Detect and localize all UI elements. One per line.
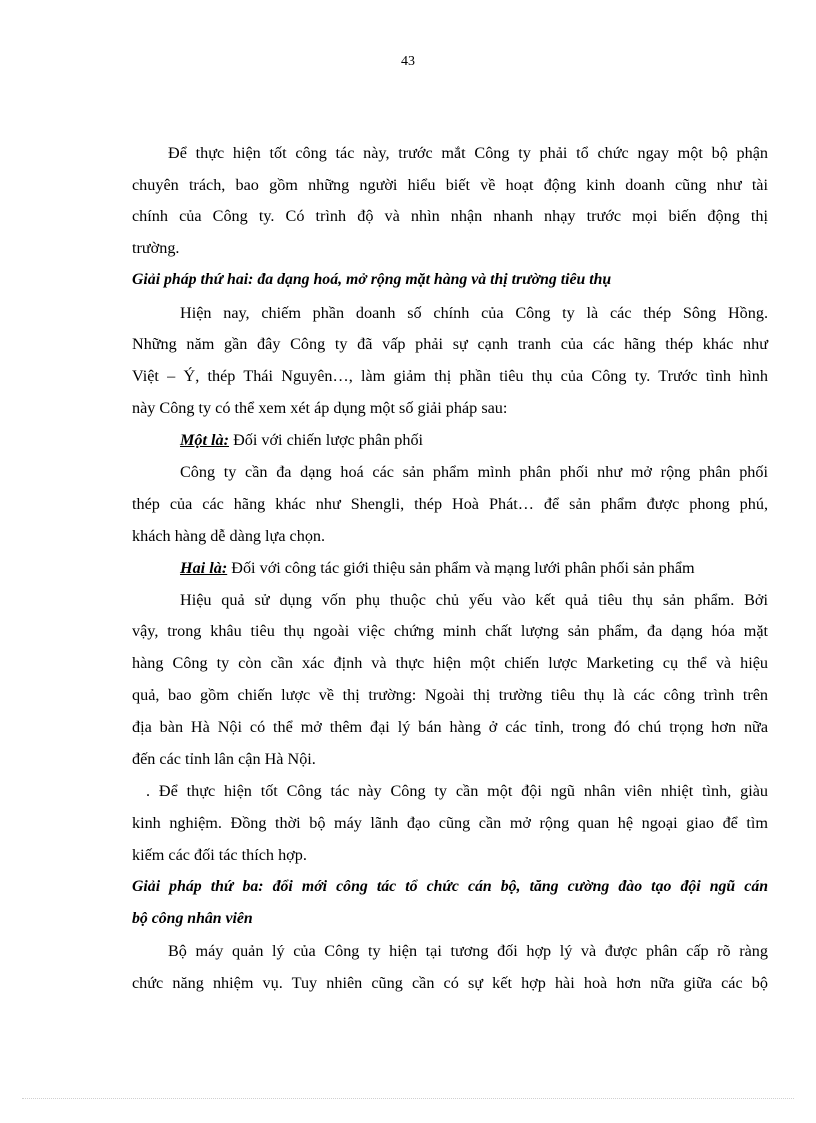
paragraph-line: chính của Công ty. Có trình độ và nhìn nhận nhanh nhạy trước mọi biến động thị — [132, 207, 768, 225]
paragraph-line: hàng Công ty còn cần xác định và thực hiện một chiến lược Marketing cụ thể và hiệu — [132, 654, 768, 672]
paragraph-line: quả, bao gồm chiến lược về thị trường: Ngoài thị trường tiêu thụ là các công trình trên — [132, 686, 768, 704]
page-bottom-border — [22, 1098, 794, 1099]
page-number: 43 — [401, 54, 415, 69]
paragraph-line: chuyên trách, bao gồm những người hiểu biết về hoạt động kinh doanh cũng như tài — [132, 176, 768, 194]
paragraph-line: Bộ máy quản lý của Công ty hiện tại tương đối hợp lý và được phân cấp rõ ràng — [168, 942, 768, 960]
section-heading-2: Giải pháp thứ hai: đa dạng hoá, mở rộng mặt hàng và thị trường tiêu thụ — [132, 271, 612, 288]
paragraph-line: Công ty cần đa dạng hoá các sản phẩm mình phân phối như mở rộng phân phối — [180, 463, 768, 481]
section-heading-3: Giải pháp thứ ba: đổi mới công tác tổ chức cán bộ, tăng cường đào tạo đội ngũ cán — [132, 878, 768, 895]
paragraph-line: vậy, trong khâu tiêu thụ ngoài việc chứng minh chất lượng sản phẩm, đa dạng hóa mặt — [132, 622, 768, 640]
paragraph-line: Hiện nay, chiếm phần doanh số chính của Công ty là các thép Sông Hồng. — [180, 304, 768, 322]
paragraph-line: thép của các hãng khác như Shengli, thép Hoà Phát… để sản phẩm được phong phú, — [132, 495, 768, 513]
paragraph-line: Hiệu quả sử dụng vốn phụ thuộc chủ yếu vào kết quả tiêu thụ sản phẩm. Bởi — [180, 591, 768, 609]
paragraph-line: Những năm gần đây Công ty đã vấp phải sự cạnh tranh của các hãng thép khác như — [132, 335, 768, 353]
paragraph-line: Để thực hiện tốt công tác này, trước mắt Công ty phải tổ chức ngay một bộ phận — [168, 144, 768, 162]
paragraph-line: kiếm các đối tác thích hợp. — [132, 846, 307, 864]
list-item-1 — [180, 430, 768, 450]
list-item-label: Hai là: — [180, 559, 228, 577]
list-item-label: Một là: — [180, 431, 230, 449]
paragraph-line: Việt – Ý, thép Thái Nguyên…, làm giảm thị phần tiêu thụ của Công ty. Trước tình hình — [132, 367, 768, 385]
paragraph-line: trường. — [132, 239, 180, 257]
section-heading-3-cont: bộ công nhân viên — [132, 910, 253, 927]
paragraph-line: chức năng nhiệm vụ. Tuy nhiên cũng cần có sự kết hợp hài hoà hơn nữa giữa các bộ — [132, 974, 768, 992]
paragraph-line: kinh nghiệm. Đồng thời bộ máy lãnh đạo cũng cần mở rộng quan hệ ngoại giao để tìm — [132, 814, 768, 832]
paragraph-line: khách hàng dễ dàng lựa chọn. — [132, 527, 326, 545]
list-item-text: Đối với chiến lược phân phối — [229, 431, 424, 449]
paragraph-line: đến các tỉnh lân cận Hà Nội. — [132, 750, 316, 768]
paragraph-line: địa bàn Hà Nội có thể mở thêm đại lý bán hàng ở các tỉnh, trong đó chú trọng hơn nữa — [132, 718, 768, 736]
list-item-2 — [180, 558, 768, 578]
list-item-text: Đối với công tác giới thiệu sản phẩm và mạng lưới phân phối sản phẩm — [227, 559, 695, 577]
paragraph-line: này Công ty có thể xem xét áp dụng một số giải pháp sau: — [132, 399, 508, 417]
paragraph-line: . Để thực hiện tốt Công tác này Công ty cần một đội ngũ nhân viên nhiệt tình, giàu — [146, 782, 768, 800]
